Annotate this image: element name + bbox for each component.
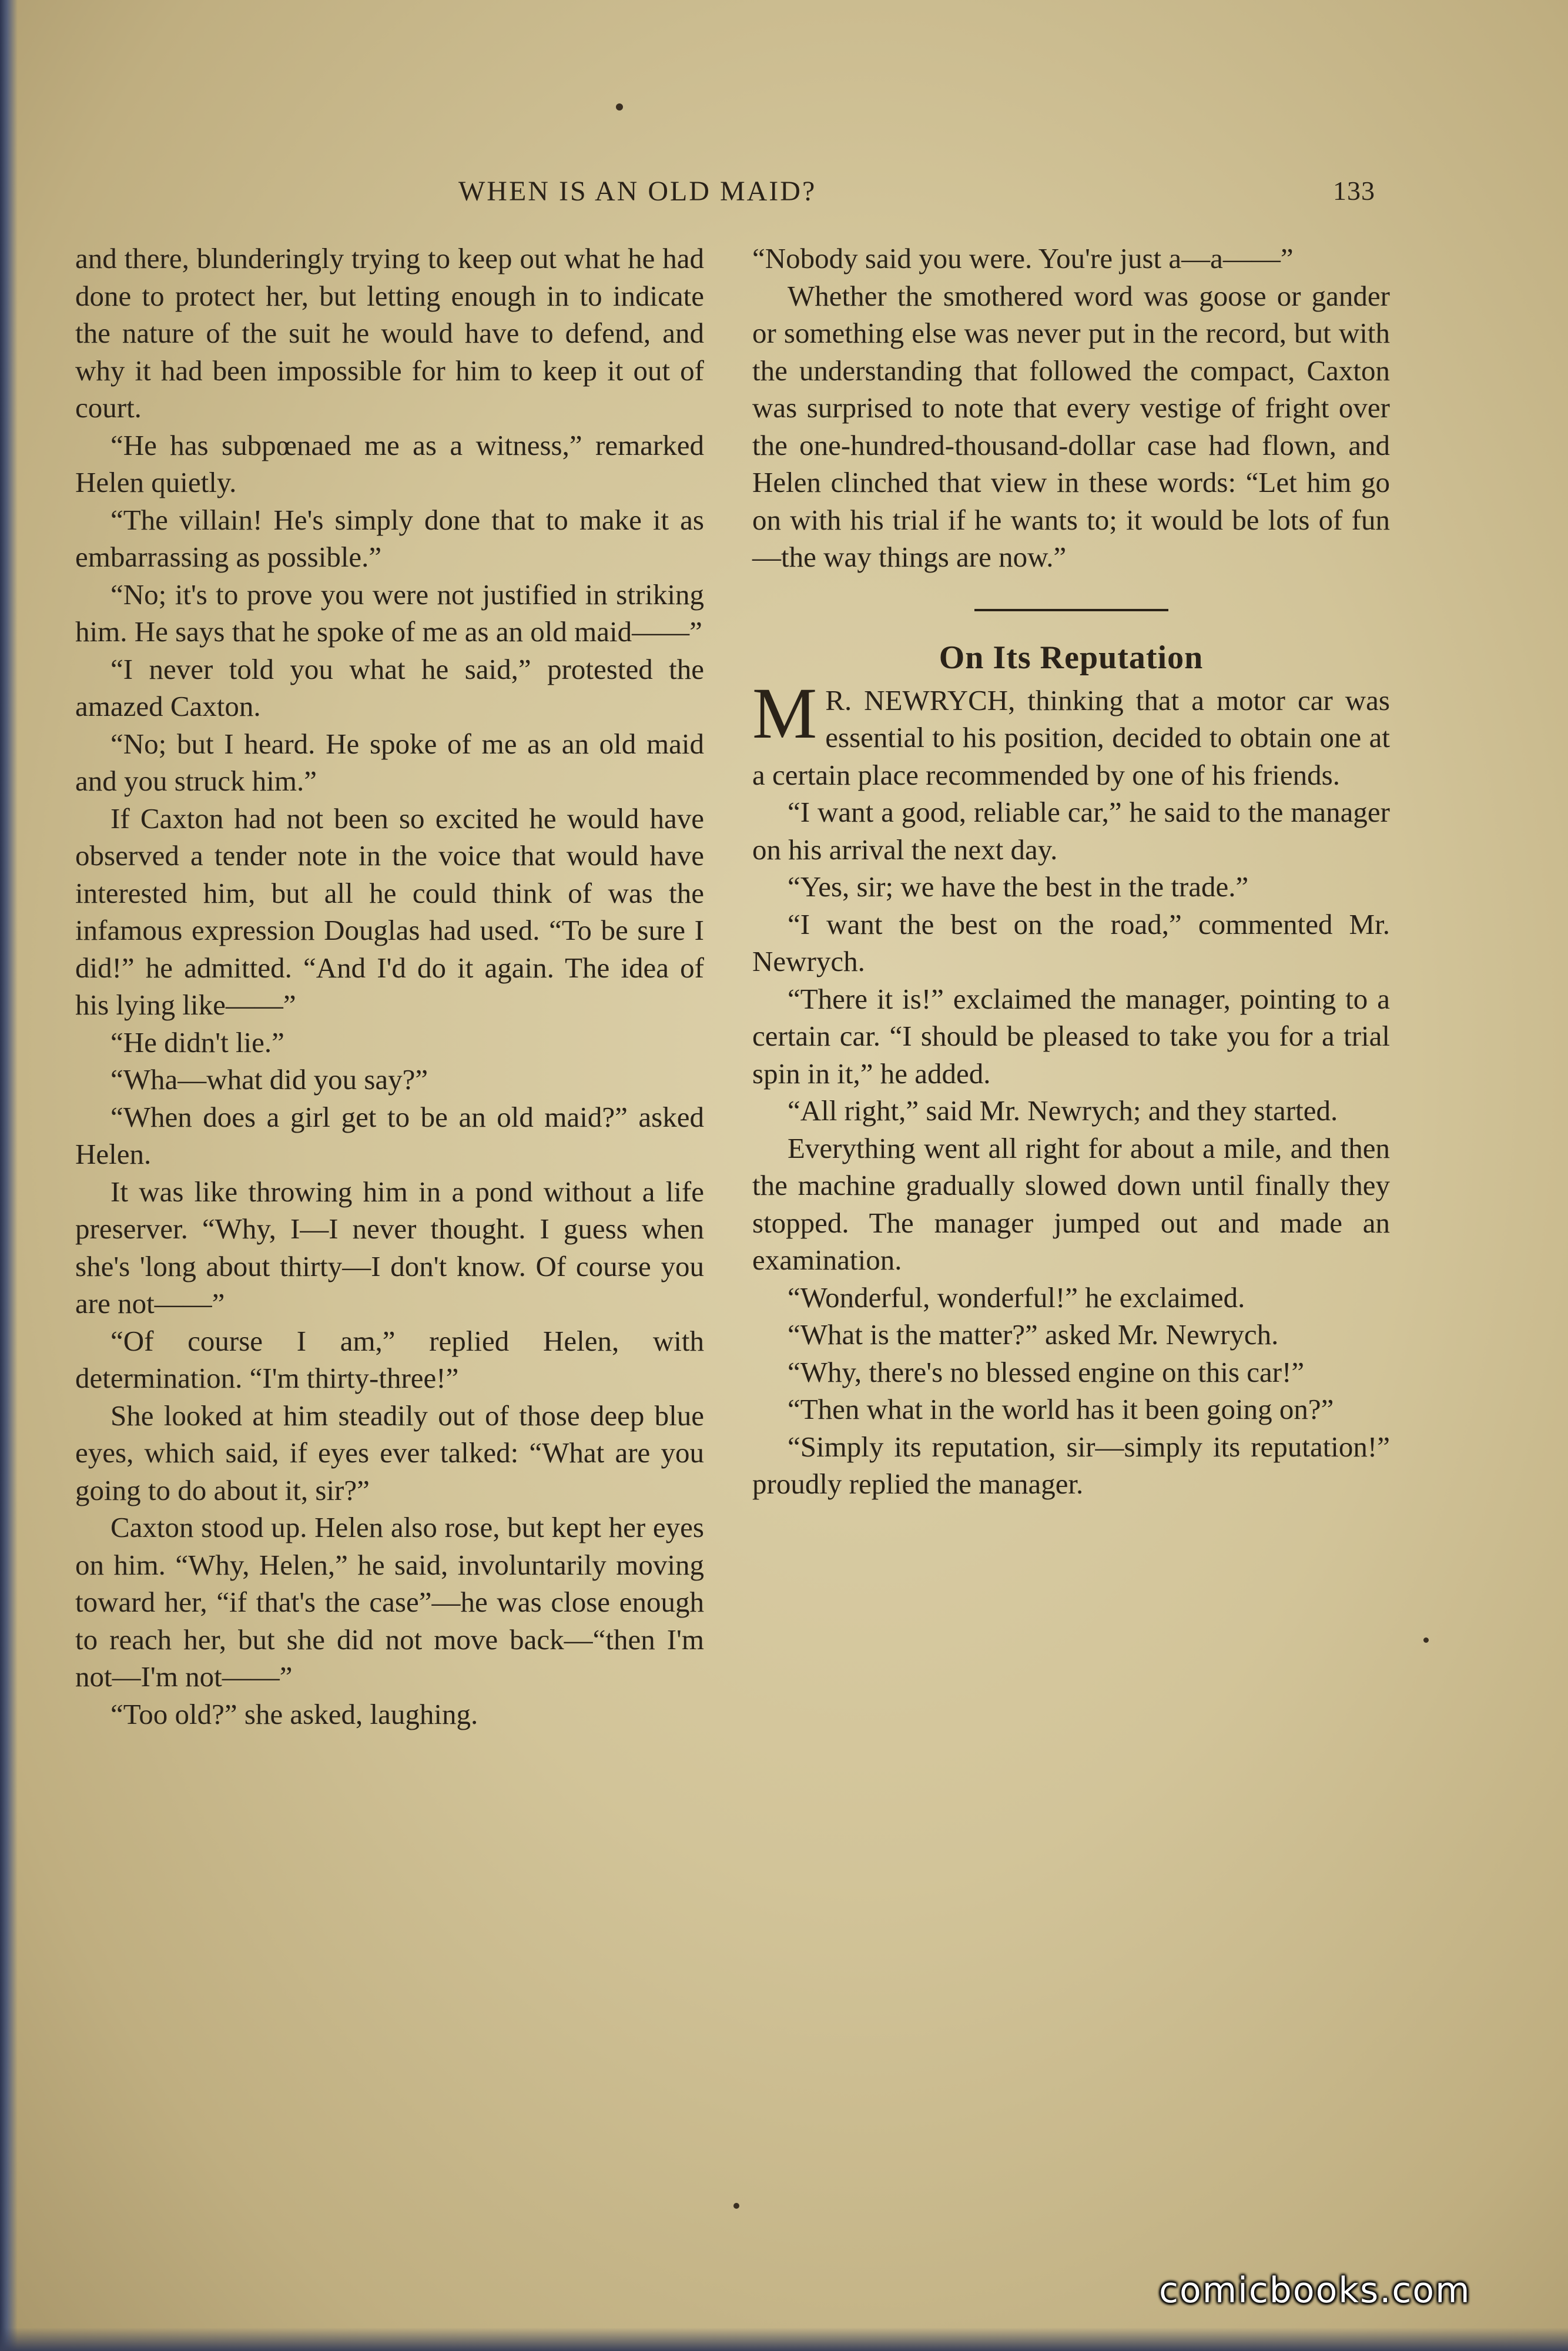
- ink-speck: [1423, 1637, 1429, 1643]
- running-title: WHEN IS AN OLD MAID?: [458, 176, 817, 207]
- paragraph: “He has subpœnaed me as a witness,” remarked Helen quietly.: [75, 428, 704, 498]
- first-paragraph-text: R. NEWRYCH, thinking that a motor car was essential to his position, decided to obtain one at a certain place recommended by one of his friends.: [752, 684, 1390, 791]
- section-title: On Its Reputation: [939, 639, 1204, 676]
- paragraph: “Wha—what did you say?”: [110, 1063, 428, 1096]
- paragraph: “Then what in the world has it been going on?”: [788, 1393, 1334, 1425]
- paragraph: “Too old?” she asked, laughing.: [110, 1697, 478, 1730]
- paragraph: “There it is!” exclaimed the manager, pointing to a certain car. “I should be pleased to take you for a trial spin in it,” he added.: [752, 982, 1390, 1090]
- ink-speck: [616, 103, 623, 110]
- binding-edge: [0, 0, 18, 2351]
- first-paragraph: [752, 672, 1390, 794]
- paragraph: and there, blunderingly trying to keep out what he had done to protect her, but letting enough in to indicate the nature of the suit he would have to defend, and why it had been impossible for him to keep it out of court.: [75, 242, 704, 424]
- right-column: [752, 240, 1390, 1503]
- paragraph: “The villain! He's simply done that to make it as embarrassing as possible.”: [75, 503, 704, 573]
- paragraph: “I never told you what he said,” protested the amazed Caxton.: [75, 652, 704, 722]
- left-column: [75, 240, 704, 1733]
- paragraph: It was like throwing him in a pond without a life preserver. “Why, I—I never thought. I guess when she's 'long about thirty—I don't know. Of course you are not——”: [75, 1175, 704, 1319]
- paragraph: “I want a good, reliable car,” he said to the manager on his arrival the next day.: [752, 796, 1390, 866]
- paragraph: Caxton stood up. Helen also rose, but kept her eyes on him. “Why, Helen,” he said, involuntarily moving toward her, “if that's the case”—he was close enough to reach her, but she did not move back—“then I'm not—I'm not——”: [75, 1511, 704, 1693]
- paragraph: “I want the best on the road,” commented Mr. Newrych.: [752, 907, 1390, 977]
- paragraph: “All right,” said Mr. Newrych; and they started.: [788, 1094, 1338, 1127]
- running-header: [76, 175, 1375, 216]
- section-divider: [974, 609, 1168, 611]
- ink-speck: [733, 2203, 739, 2209]
- paragraph: Whether the smothered word was goose or gander or something else was never put in the record, but with the understanding that followed the compact, Caxton was surprised to note that every vestige of fright over the one-hundred-thousand-dollar case had flown, and Helen clinched that view in these words: “Let him go on with his trial if he wants to; it would be lots of fun—the way things are now.”: [752, 279, 1390, 573]
- paragraph: “Yes, sir; we have the best in the trade.”: [788, 870, 1249, 903]
- paragraph: “When does a girl get to be an old maid?” asked Helen.: [75, 1100, 704, 1170]
- paragraph: “No; it's to prove you were not justified in striking him. He says that he spoke of me as an old maid——”: [75, 578, 704, 648]
- paragraph: “What is the matter?” asked Mr. Newrych.: [788, 1318, 1279, 1351]
- paragraph: Everything went all right for about a mile, and then the machine gradually slowed down until finally they stopped. The manager jumped out and made an examination.: [752, 1131, 1390, 1276]
- page-number: 133: [1333, 176, 1375, 206]
- bottom-edge: [0, 2327, 1568, 2351]
- paragraph: “Of course I am,” replied Helen, with determination. “I'm thirty-three!”: [75, 1324, 704, 1394]
- watermark: comicbooks.com: [1159, 2270, 1471, 2311]
- paragraph: “Simply its reputation, sir—simply its reputation!” proudly replied the manager.: [752, 1430, 1390, 1500]
- paragraph: “No; but I heard. He spoke of me as an old maid and you struck him.”: [75, 727, 704, 797]
- paragraph: “He didn't lie.”: [110, 1026, 284, 1059]
- paragraph: “Why, there's no blessed engine on this car!”: [788, 1355, 1305, 1388]
- paragraph: “Wonderful, wonderful!” he exclaimed.: [788, 1281, 1245, 1314]
- paragraph: “Nobody said you were. You're just a—a——”: [752, 242, 1294, 274]
- paragraph: She looked at him steadily out of those deep blue eyes, which said, if eyes ever talked: “What are you going to do about it, sir?”: [75, 1399, 704, 1506]
- drop-cap: M: [752, 672, 817, 753]
- paragraph: If Caxton had not been so excited he would have observed a tender note in the voice that would have interested him, but all he could think of was the infamous expression Douglas had used. “To be sure I did!” he admitted. “And I'd do it again. The idea of his lying like——”: [75, 802, 704, 1021]
